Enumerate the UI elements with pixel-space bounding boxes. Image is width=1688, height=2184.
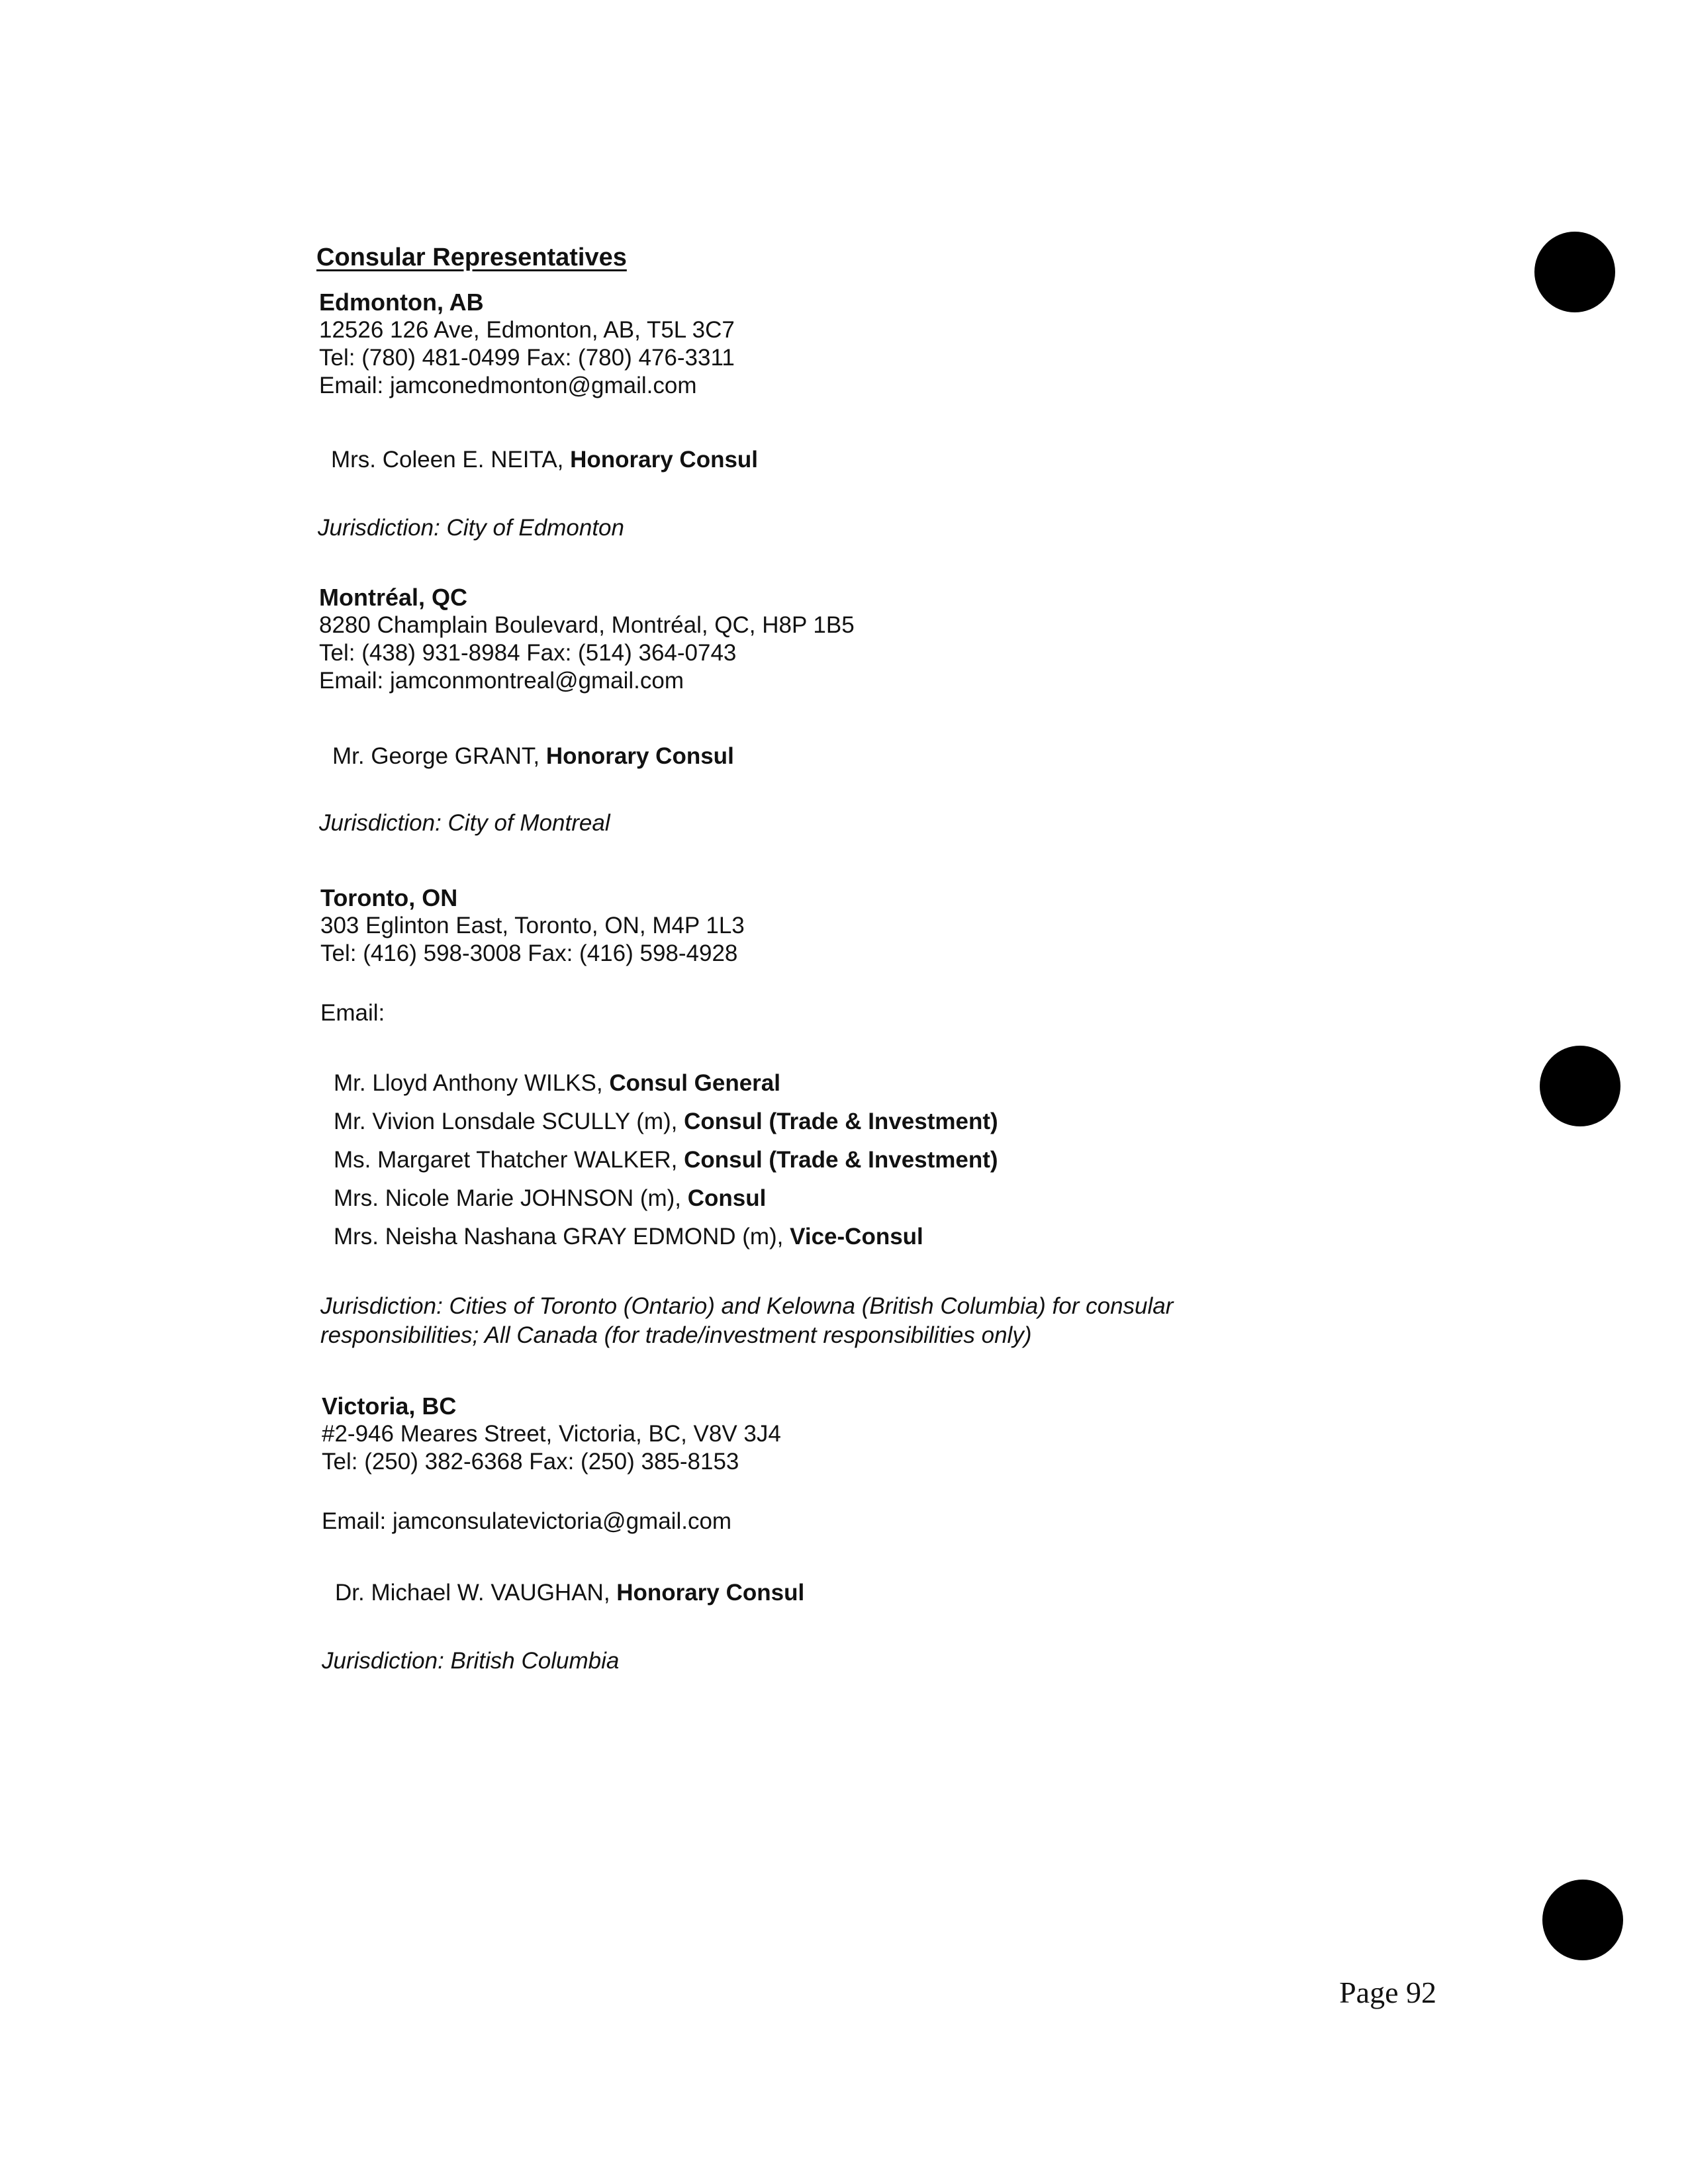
consul-entry <box>334 1146 998 1174</box>
consul-name: Mr. George GRANT, <box>332 743 546 769</box>
punch-hole-middle <box>1540 1046 1620 1126</box>
office-jurisdiction: Jurisdiction: British Columbia <box>322 1648 620 1674</box>
office-address: 303 Eglinton East, Toronto, ON, M4P 1L3 <box>320 913 745 938</box>
office-jurisdiction <box>320 1292 1173 1350</box>
consul-title: Consul (Trade & Investment) <box>684 1109 998 1134</box>
office-tel-fax: Tel: (780) 481-0499 Fax: (780) 476-3311 <box>319 345 735 371</box>
office-city: Victoria, BC <box>322 1392 457 1420</box>
office-email: Email: <box>320 1000 385 1026</box>
office-city: Toronto, ON <box>320 884 458 911</box>
section-heading: Consular Representatives <box>316 244 627 271</box>
punch-hole-top <box>1534 232 1615 312</box>
consul-title: Consul (Trade & Investment) <box>684 1147 998 1173</box>
consul-name: Mrs. Nicole Marie JOHNSON (m), <box>334 1185 688 1211</box>
office-email: Email: jamconmontreal@gmail.com <box>319 668 684 694</box>
office-jurisdiction: Jurisdiction: City of Montreal <box>319 810 610 836</box>
office-email: Email: jamconsulatevictoria@gmail.com <box>322 1508 732 1534</box>
office-tel-fax: Tel: (250) 382-6368 Fax: (250) 385-8153 <box>322 1449 739 1475</box>
consul-title: Honorary Consul <box>545 743 734 769</box>
page-number: Page 92 <box>1339 1976 1436 2009</box>
office-edmonton <box>319 289 735 400</box>
consul-entry <box>332 743 734 770</box>
consul-entry <box>334 1223 923 1251</box>
consul-title: Honorary Consul <box>616 1580 805 1606</box>
office-address: 12526 126 Ave, Edmonton, AB, T5L 3C7 <box>319 317 735 343</box>
office-tel-fax: Tel: (438) 931-8984 Fax: (514) 364-0743 <box>319 640 737 666</box>
consul-title: Consul General <box>609 1070 780 1096</box>
office-city: Edmonton, AB <box>319 289 484 316</box>
consul-entry <box>334 1069 780 1097</box>
office-city: Montréal, QC <box>319 584 468 611</box>
consul-name: Mrs. Coleen E. NEITA, <box>331 447 571 473</box>
office-victoria <box>322 1392 781 1476</box>
consul-title: Consul <box>687 1185 767 1211</box>
consul-entry <box>334 1185 766 1212</box>
office-tel-fax: Tel: (416) 598-3008 Fax: (416) 598-4928 <box>320 940 738 966</box>
consul-entry <box>334 1108 998 1136</box>
office-address: #2-946 Meares Street, Victoria, BC, V8V 3J4 <box>322 1421 781 1447</box>
consul-name: Dr. Michael W. VAUGHAN, <box>335 1580 617 1606</box>
jurisdiction-line: Jurisdiction: Cities of Toronto (Ontario) and Kelowna (British Columbia) for consular <box>320 1293 1174 1319</box>
consul-name: Mr. Lloyd Anthony WILKS, <box>334 1070 610 1096</box>
office-jurisdiction: Jurisdiction: City of Edmonton <box>318 515 624 541</box>
consul-title: Honorary Consul <box>570 447 759 473</box>
consul-title: Vice-Consul <box>790 1224 923 1250</box>
office-montreal <box>319 584 855 695</box>
consul-name: Mrs. Neisha Nashana GRAY EDMOND (m), <box>334 1224 790 1250</box>
consul-name: Ms. Margaret Thatcher WALKER, <box>334 1147 684 1173</box>
jurisdiction-line: responsibilities; All Canada (for trade/investment responsibilities only) <box>320 1322 1032 1348</box>
punch-hole-bottom <box>1542 1880 1623 1960</box>
office-address: 8280 Champlain Boulevard, Montréal, QC, H8P 1B5 <box>319 612 855 638</box>
office-email: Email: jamconedmonton@gmail.com <box>319 373 697 398</box>
consul-name: Mr. Vivion Lonsdale SCULLY (m), <box>334 1109 684 1134</box>
consul-entry <box>335 1579 804 1607</box>
office-toronto <box>320 884 745 968</box>
consul-entry <box>331 446 758 474</box>
